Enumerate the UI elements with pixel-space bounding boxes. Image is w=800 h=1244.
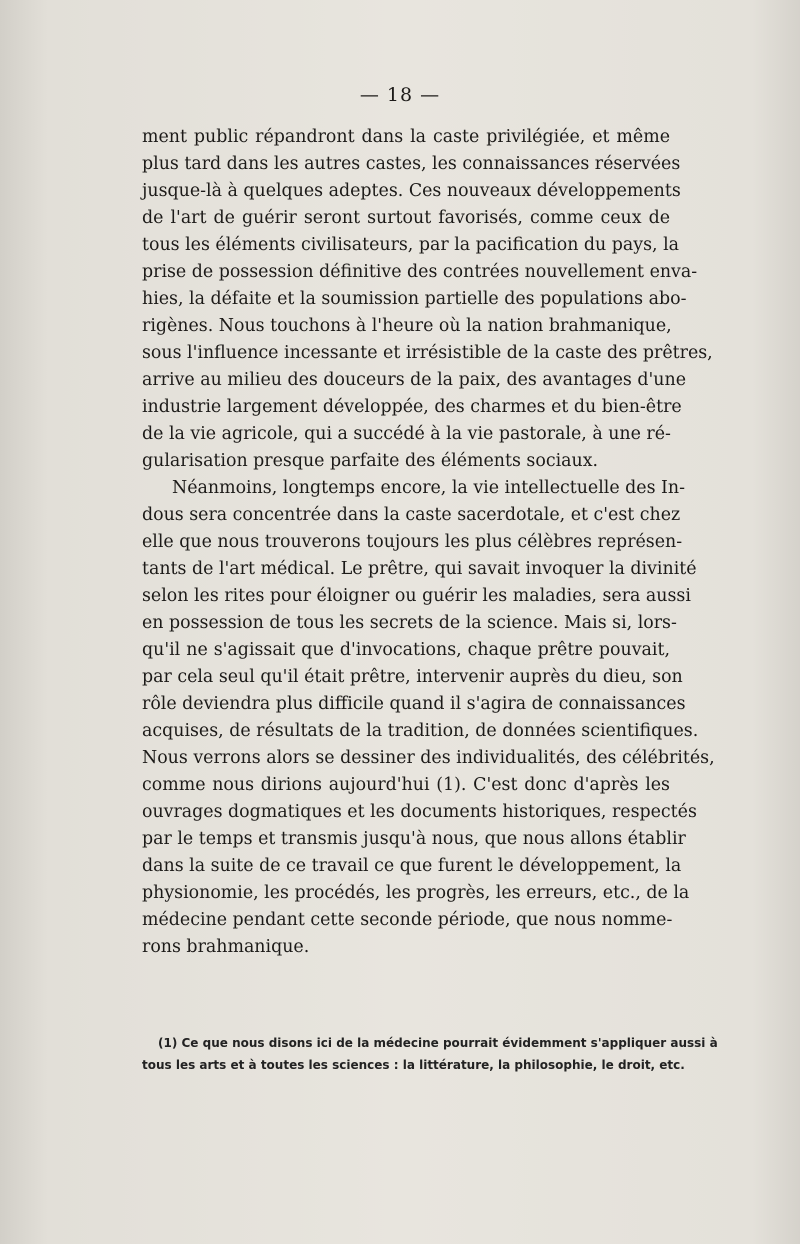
text-line: ouvrages dogmatiques et les documents historiques, respectés <box>142 802 697 822</box>
text-line: selon les rites pour éloigner ou guérir les maladies, sera aussi <box>142 586 691 606</box>
footnote <box>142 1032 718 1076</box>
text-line: en possession de tous les secrets de la science. Mais si, lors- <box>142 613 677 633</box>
text-line: physionomie, les procédés, les progrès, les erreurs, etc., de la <box>142 883 690 903</box>
text-line: industrie largement développée, des charmes et du bien-être <box>142 397 682 417</box>
text-line: médecine pendant cette seconde période, que nous nomme- <box>142 910 673 930</box>
text-line: comme nous dirions aujourd'hui (1). C'est donc d'après les <box>142 775 670 795</box>
text-line: rigènes. Nous touchons à l'heure où la nation brahmanique, <box>142 316 672 336</box>
text-line: sous l'influence incessante et irrésistible de la caste des prêtres, <box>142 343 713 363</box>
text-line: par cela seul qu'il était prêtre, intervenir auprès du dieu, son <box>142 667 683 687</box>
text-line: hies, la défaite et la soumission partielle des populations abo- <box>142 289 687 309</box>
text-line: tants de l'art médical. Le prêtre, qui savait invoquer la divinité <box>142 559 697 579</box>
text-line: ment public répandront dans la caste privilégiée, et même <box>142 127 670 147</box>
text-line: qu'il ne s'agissait que d'invocations, chaque prêtre pouvait, <box>142 640 670 660</box>
text-line: dous sera concentrée dans la caste sacerdotale, et c'est chez <box>142 505 681 525</box>
text-line: de la vie agricole, qui a succédé à la vie pastorale, à une ré- <box>142 424 671 444</box>
footnote-line: (1) Ce que nous disons ici de la médecine pourrait évidemment s'appliquer aussi à <box>158 1036 718 1050</box>
text-line: de l'art de guérir seront surtout favorisés, comme ceux de <box>142 208 670 228</box>
text-line: acquises, de résultats de la tradition, de données scientifiques. <box>142 721 699 741</box>
text-line: elle que nous trouverons toujours les plus célèbres représen- <box>142 532 683 552</box>
text-line: par le temps et transmis jusqu'à nous, que nous allons établir <box>142 829 686 849</box>
page-number: — 18 — <box>359 84 441 106</box>
paragraph-1 <box>142 124 713 475</box>
text-line: gularisation presque parfaite des éléments sociaux. <box>142 451 599 471</box>
text-line: tous les éléments civilisateurs, par la pacification du pays, la <box>142 235 680 255</box>
text-line: plus tard dans les autres castes, les connaissances réservées <box>142 154 681 174</box>
text-line: dans la suite de ce travail ce que furent le développement, la <box>142 856 682 876</box>
text-line: rôle deviendra plus difficile quand il s'agira de connaissances <box>142 694 686 714</box>
text-line: Néanmoins, longtemps encore, la vie intellectuelle des In- <box>172 478 685 498</box>
text-line: Nous verrons alors se dessiner des individualités, des célébrités, <box>142 748 715 768</box>
text-line: rons brahmanique. <box>142 937 310 957</box>
text-line: jusque-là à quelques adeptes. Ces nouveaux développements <box>142 181 681 201</box>
text-line: arrive au milieu des douceurs de la paix, des avantages d'une <box>142 370 686 390</box>
body-text <box>142 124 715 961</box>
footnote-line: tous les arts et à toutes les sciences : la littérature, la philosophie, le droit, etc. <box>142 1058 685 1072</box>
paragraph-2 <box>142 475 715 961</box>
text-line: prise de possession définitive des contrées nouvellement enva- <box>142 262 698 282</box>
